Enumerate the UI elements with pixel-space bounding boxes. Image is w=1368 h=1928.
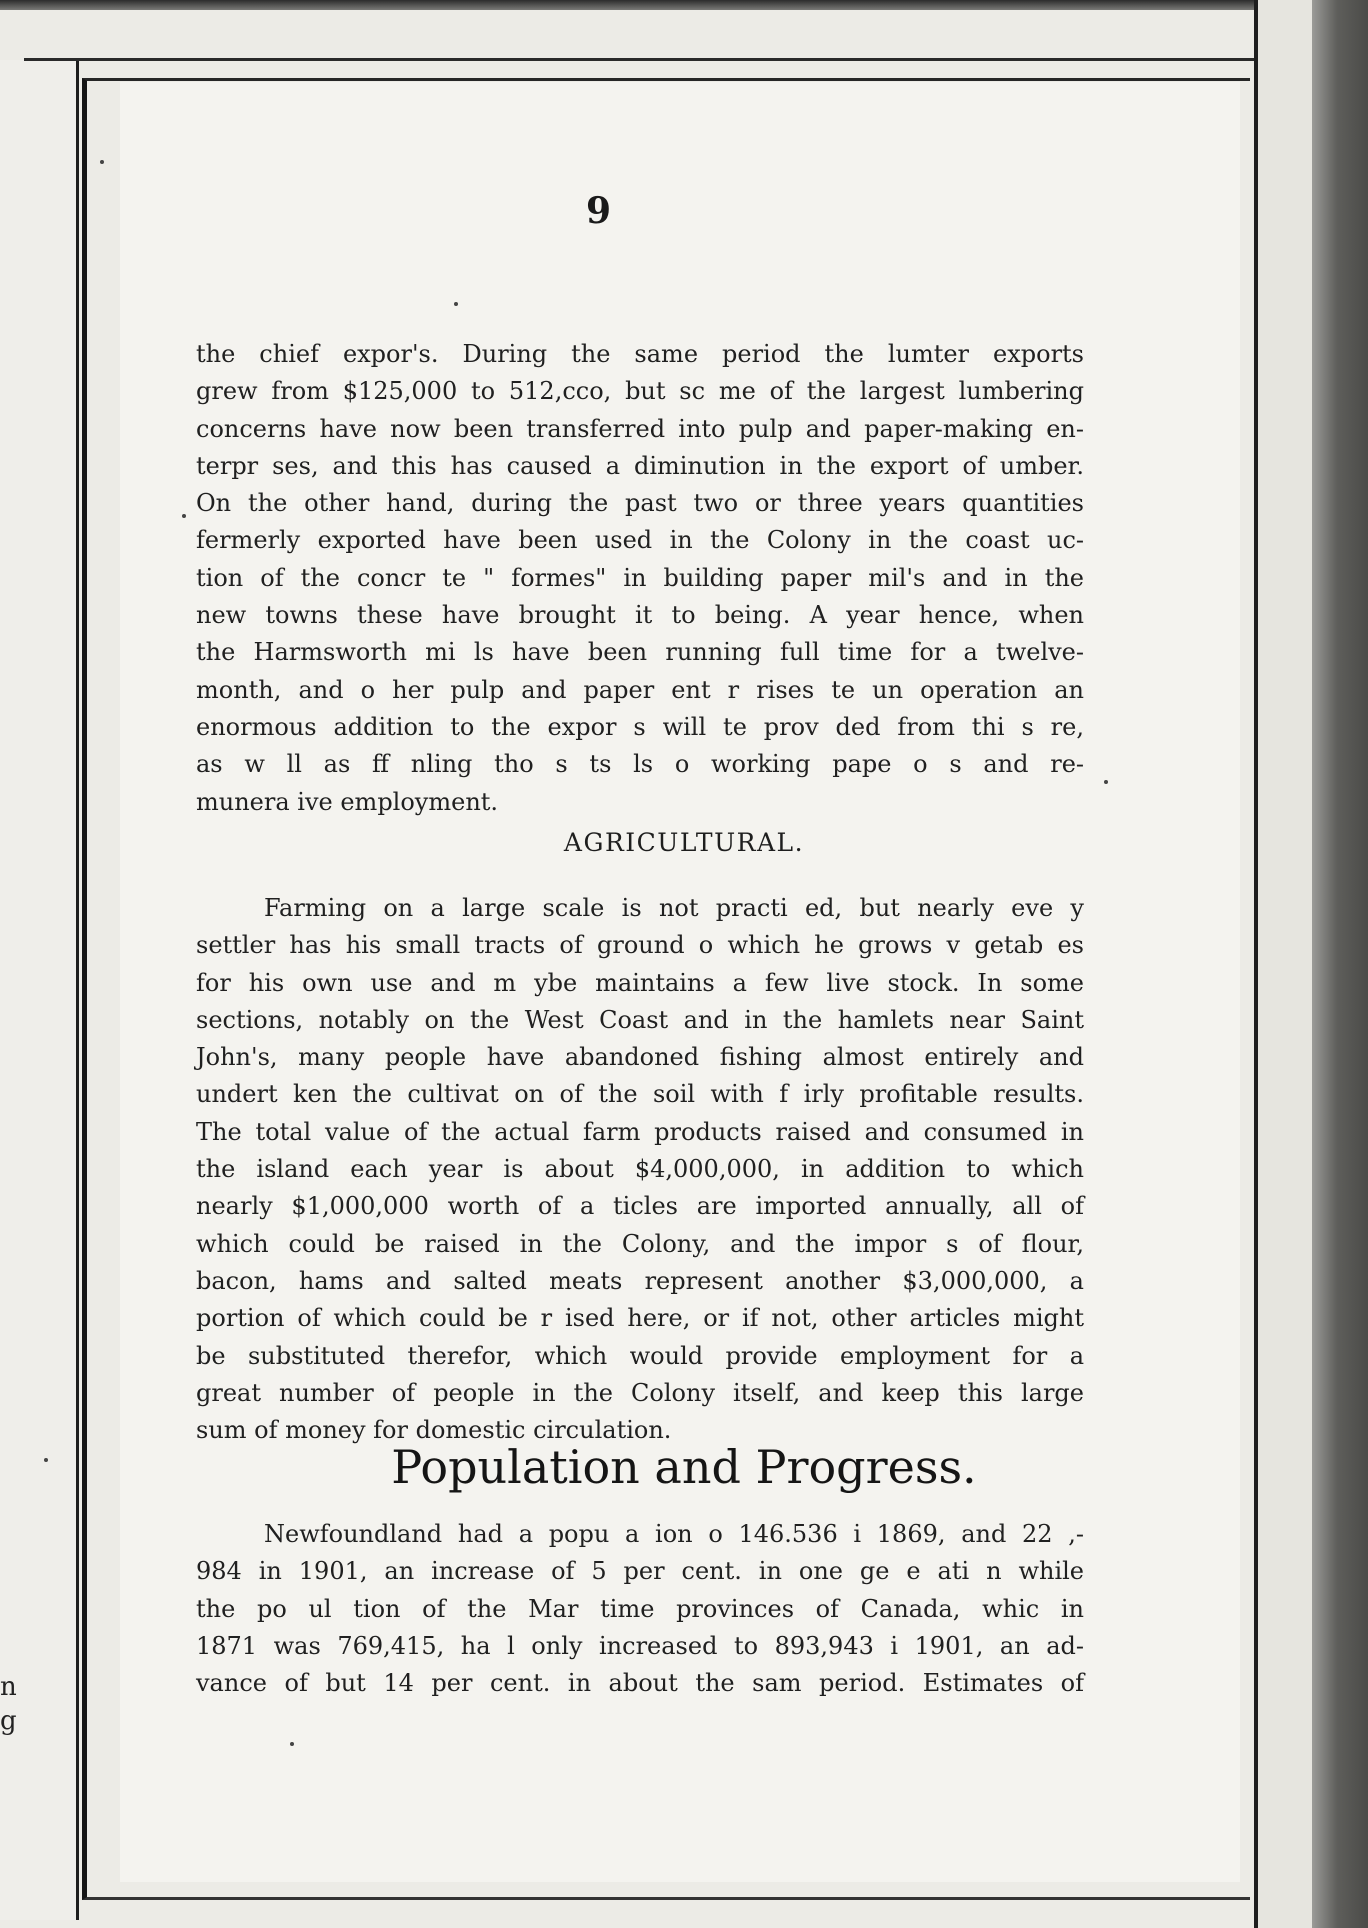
text-line: new towns these have brought it to being. A year hence, when xyxy=(196,601,1084,630)
text-line: Farming on a large scale is not practi ed, but nearly eve y xyxy=(264,894,1084,922)
previous-page-letters xyxy=(0,1670,17,1738)
text-line: tion of the concr te " formes" in building paper mil's and in the xyxy=(196,563,1084,592)
text-line: settler has his small tracts of ground o which he grows v getab es xyxy=(196,931,1084,960)
text-line: for his own use and m ybe maintains a few live stock. In some xyxy=(196,968,1084,997)
text-line: terpr ses, and this has caused a diminution in the export of umber. xyxy=(196,451,1084,480)
text-line: munera ive employment. xyxy=(196,787,499,816)
text-line: which could be raised in the Colony, and the impor s of flour, xyxy=(196,1229,1084,1258)
previous-page-letter: n xyxy=(0,1672,17,1702)
outer-frame-top-rule xyxy=(24,58,1254,61)
paragraph-exports xyxy=(196,336,1084,821)
scan-top-edge xyxy=(0,0,1312,10)
page-right-margin xyxy=(1258,0,1312,1928)
scan-speck xyxy=(182,514,186,518)
text-line: On the other hand, during the past two or three years quantities xyxy=(196,489,1084,518)
text-line: the chief expor's. During the same period the lumter exports xyxy=(196,340,1084,368)
text-line: the Harmsworth mi ls have been running full time for a twelve- xyxy=(196,638,1084,667)
text-line: portion of which could be r ised here, or if not, other articles might xyxy=(196,1304,1084,1333)
scan-speck xyxy=(290,1742,294,1746)
text-line: Newfoundland had a popu a ion o 146.536 i 1869, and 22 ,- xyxy=(264,1520,1084,1548)
text-line: concerns have now been transferred into pulp and paper-making en- xyxy=(196,414,1084,443)
text-line: sum of money for domestic circulation. xyxy=(196,1416,672,1445)
scan-speck xyxy=(1104,780,1108,784)
scan-speck xyxy=(100,160,104,164)
text-line: the island each year is about $4,000,000, in addition to which xyxy=(196,1155,1084,1184)
text-line: as w ll as ff nling tho s ts ls o working pape o s and re- xyxy=(196,750,1084,779)
scan-speck xyxy=(454,302,458,306)
section-heading-agricultural: AGRICULTURAL. xyxy=(563,828,805,857)
text-line: 1871 was 769,415, ha l only increased to 893,943 i 1901, an ad- xyxy=(196,1631,1084,1660)
text-line: fermerly exported have been used in the Colony in the coast uc- xyxy=(196,526,1084,555)
page-number: 9 xyxy=(586,190,612,232)
text-line: The total value of the actual farm products raised and consumed in xyxy=(196,1117,1084,1146)
text-line: enormous addition to the expor s will te prov ded from thi s re, xyxy=(196,712,1084,741)
text-line: great number of people in the Colony itself, and keep this large xyxy=(196,1378,1084,1407)
section-heading-population: Population and Progress. xyxy=(391,1440,977,1494)
book-spine-edge xyxy=(1312,0,1368,1928)
paragraph-agricultural xyxy=(196,890,1084,1449)
text-line: John's, many people have abandoned fishing almost entirely and xyxy=(196,1043,1084,1072)
text-line: month, and o her pulp and paper ent r rises te un operation an xyxy=(196,675,1084,704)
text-line: sections, notably on the West Coast and in the hamlets near Saint xyxy=(196,1005,1084,1034)
text-line: vance of but 14 per cent. in about the sam period. Estimates of xyxy=(196,1669,1084,1698)
text-line: undert ken the cultivat on of the soil with f irly profitable results. xyxy=(196,1080,1084,1109)
text-line: 984 in 1901, an increase of 5 per cent. in one ge e ati n while xyxy=(196,1557,1084,1586)
previous-page-strip xyxy=(0,60,79,1920)
text-line: nearly $1,000,000 worth of a ticles are imported annually, all of xyxy=(196,1192,1084,1221)
previous-page-letter: g xyxy=(0,1706,17,1736)
text-line: bacon, hams and salted meats represent another $3,000,000, a xyxy=(196,1266,1084,1295)
text-line: grew from $125,000 to 512,cco, but sc me of the largest lumbering xyxy=(196,377,1084,406)
text-line: be substituted therefor, which would provide employment for a xyxy=(196,1341,1084,1370)
text-line: the po ul tion of the Mar time provinces of Canada, whic in xyxy=(196,1594,1084,1623)
scan-speck xyxy=(44,1458,48,1462)
paragraph-population xyxy=(196,1516,1084,1702)
